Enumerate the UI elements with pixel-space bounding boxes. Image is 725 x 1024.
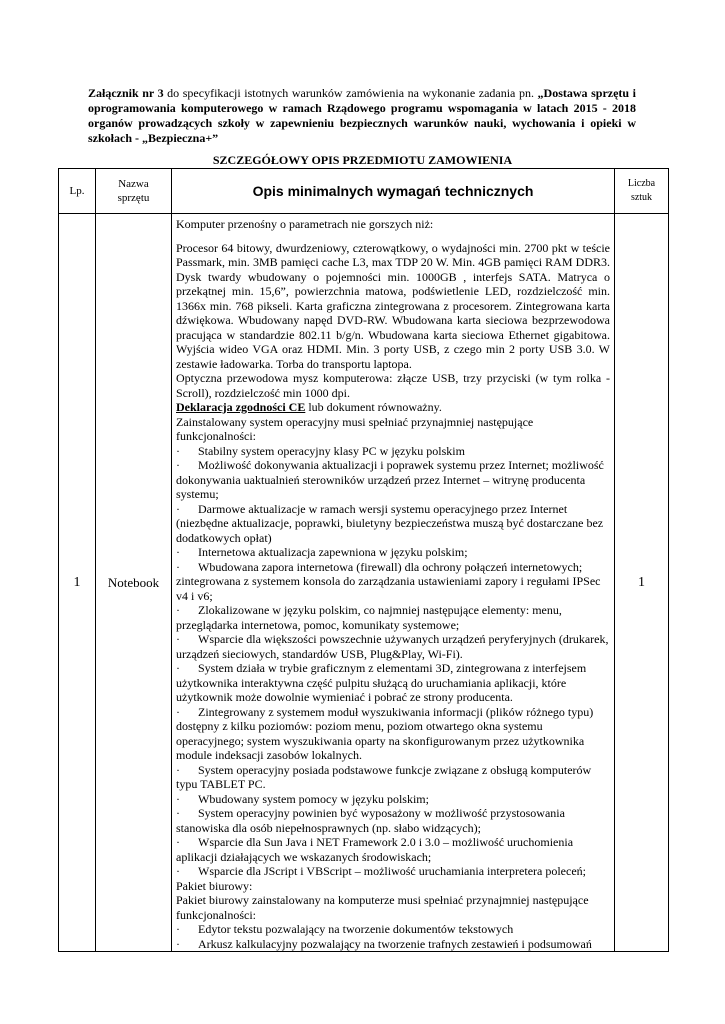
task-title: „Dostawa sprzętu i oprogramowania komputerowego w ramach Rządowego programu wspomagania w latach 2015 - 2018 organów prowadzących szkoły w zapewnieniu bezpiecznych warunków nauki, wychowania i opieki w szkołach - „Bezpieczna+” bbox=[88, 86, 636, 145]
intro-text: do specyfikacji istotnych warunków zamówienia na wykonanie zadania pn. bbox=[163, 86, 538, 100]
list-item: · Darmowe aktualizacje w ramach wersji systemu operacyjnego przez Internet (niezbędne aktualizacje, poprawki, biuletyny bezpieczeństwa muszą być dostarczane bez dodatkowych opłat) bbox=[176, 502, 610, 546]
list-item: · Stabilny system operacyjny klasy PC w języku polskim bbox=[176, 444, 610, 459]
list-item: · Wsparcie dla JScript i VBScript – możliwość uruchamiania interpretera poleceń; bbox=[176, 864, 610, 879]
specification-table bbox=[58, 168, 669, 952]
desc-ce bbox=[176, 400, 610, 415]
header-name-line2: sprzętu bbox=[117, 192, 150, 204]
os-requirements-list bbox=[176, 444, 610, 879]
table-row bbox=[59, 214, 669, 952]
list-item: · Wsparcie dla Sun Java i NET Framework 2.0 i 3.0 – możliwość uruchomienia aplikacji działających we wskazanych środowiskach; bbox=[176, 835, 610, 864]
list-item: · Wbudowany system pomocy w języku polskim; bbox=[176, 792, 610, 807]
list-item: · Edytor tekstu pozwalający na tworzenie dokumentów tekstowych bbox=[176, 922, 610, 937]
row-description bbox=[172, 214, 615, 952]
office-title: Pakiet biurowy: bbox=[176, 878, 253, 893]
os-intro: Zainstalowany system operacyjny musi spełniać przynajmniej następujące funkcjonalności: bbox=[176, 414, 534, 443]
document-heading: SZCZEGÓŁOWY OPIS PRZEDMIOTU ZAMOWIENIA bbox=[212, 153, 513, 167]
ce-rest: lub dokument równoważny. bbox=[305, 400, 442, 414]
header-lp: Lp. bbox=[59, 169, 96, 214]
desc-specs: Procesor 64 bitowy, dwurdzeniowy, czterowątkowy, o wydajności min. 2700 pkt w teście Passmark, min. 3MB pamięci cache L3, max TDP 20 W. Min. 4GB pamięci RAM DDR3. Dysk twardy wbudowany o pojemności min. 1000GB , interfejs SATA. Matryca o przekątnej min. 15,6”, powierzchnia matowa, podświetlenie LED, rozdzielczość min. 1366x min. 768 pikseli. Karta graficzna zintegrowana z procesorem. Zintegrowana karta dźwiękowa. Wbudowany napęd DVD-RW. Wbudowana karta sieciowa bezprzewodowa pracująca w standardzie 802.11 b/g/n. Wbudowana karta sieciowa Ethernet gigabitowa. Wyjścia wideo VGA oraz HDMI. Min. 3 porty USB, z czego min 2 porty USB 3.0. W zestawie ładowarka. Torba do transportu laptopa. bbox=[176, 240, 610, 371]
ce-declaration: Deklaracja zgodności CE bbox=[176, 400, 306, 414]
row-quantity: 1 bbox=[615, 214, 669, 952]
list-item: · Zlokalizowane w języku polskim, co najmniej następujące elementy: menu, przeglądarka internetowa, pomoc, komunikaty systemowe; bbox=[176, 603, 610, 632]
list-item: · System operacyjny posiada podstawowe funkcje związane z obsługą komputerów typu TABLET PC. bbox=[176, 763, 610, 792]
row-name: Notebook bbox=[96, 214, 172, 952]
list-item: · System operacyjny powinien być wyposażony w możliwość przystosowania stanowiska dla osób niepełnosprawnych (np. słabo widzących); bbox=[176, 806, 610, 835]
list-item: · Arkusz kalkulacyjny pozwalający na tworzenie trafnych zestawień i podsumowań bbox=[176, 937, 610, 952]
attachment-number: Załącznik nr 3 bbox=[88, 86, 164, 100]
desc-intro: Komputer przenośny o parametrach nie gorszych niż: bbox=[176, 217, 434, 231]
row-lp: 1 bbox=[59, 214, 96, 952]
office-intro: Pakiet biurowy zainstalowany na komputerze musi spełniać przynajmniej następujące funkcjonalności: bbox=[176, 893, 589, 922]
list-item: · System działa w trybie graficznym z elementami 3D, zintegrowana z interfejsem użytkownika interaktywna część pulpitu służącą do uruchamiania aplikacji, które użytkownik może dowolnie wymieniać i pobrać ze strony producenta. bbox=[176, 661, 610, 705]
header-description: Opis minimalnych wymagań technicznych bbox=[172, 169, 615, 214]
list-item: · Wbudowana zapora internetowa (firewall) dla ochrony połączeń internetowych; zintegrowana z systemem konsola do zarządzania ustawieniami zapory i regułami IPSec v4 i v6; bbox=[176, 560, 610, 604]
list-item: · Zintegrowany z systemem moduł wyszukiwania informacji (plików różnego typu) dostępny z kilku poziomów: poziom menu, poziom otwartego okna systemu operacyjnego; system wyszukiwania oparty na skonfigurowanym przez użytkownika module indeksacji zasobów lokalnych. bbox=[176, 705, 610, 763]
office-requirements-list bbox=[176, 922, 610, 951]
list-item: · Internetowa aktualizacja zapewniona w języku polskim; bbox=[176, 545, 610, 560]
header-quantity bbox=[615, 169, 669, 214]
header-name-line1: Nazwa bbox=[118, 178, 149, 190]
attachment-intro bbox=[88, 86, 636, 146]
list-item: · Wsparcie dla większości powszechnie używanych urządzeń peryferyjnych (drukarek, urządzeń sieciowych, standardów USB, Plug&Play, Wi-Fi). bbox=[176, 632, 610, 661]
table-header-row bbox=[59, 169, 669, 214]
header-qty-line1: Liczba bbox=[627, 178, 656, 189]
list-item: · Możliwość dokonywania aktualizacji i poprawek systemu przez Internet; możliwość dokonywania uaktualnień sterowników urządzeń przez Internet – witrynę producenta systemu; bbox=[176, 458, 610, 502]
desc-mouse: Optyczna przewodowa mysz komputerowa: złącze USB, trzy przyciski (w tym rolka - Scroll), rozdzielczość min 1000 dpi. bbox=[176, 371, 610, 400]
header-qty-line2: sztuk bbox=[630, 192, 653, 203]
header-name bbox=[96, 169, 172, 214]
